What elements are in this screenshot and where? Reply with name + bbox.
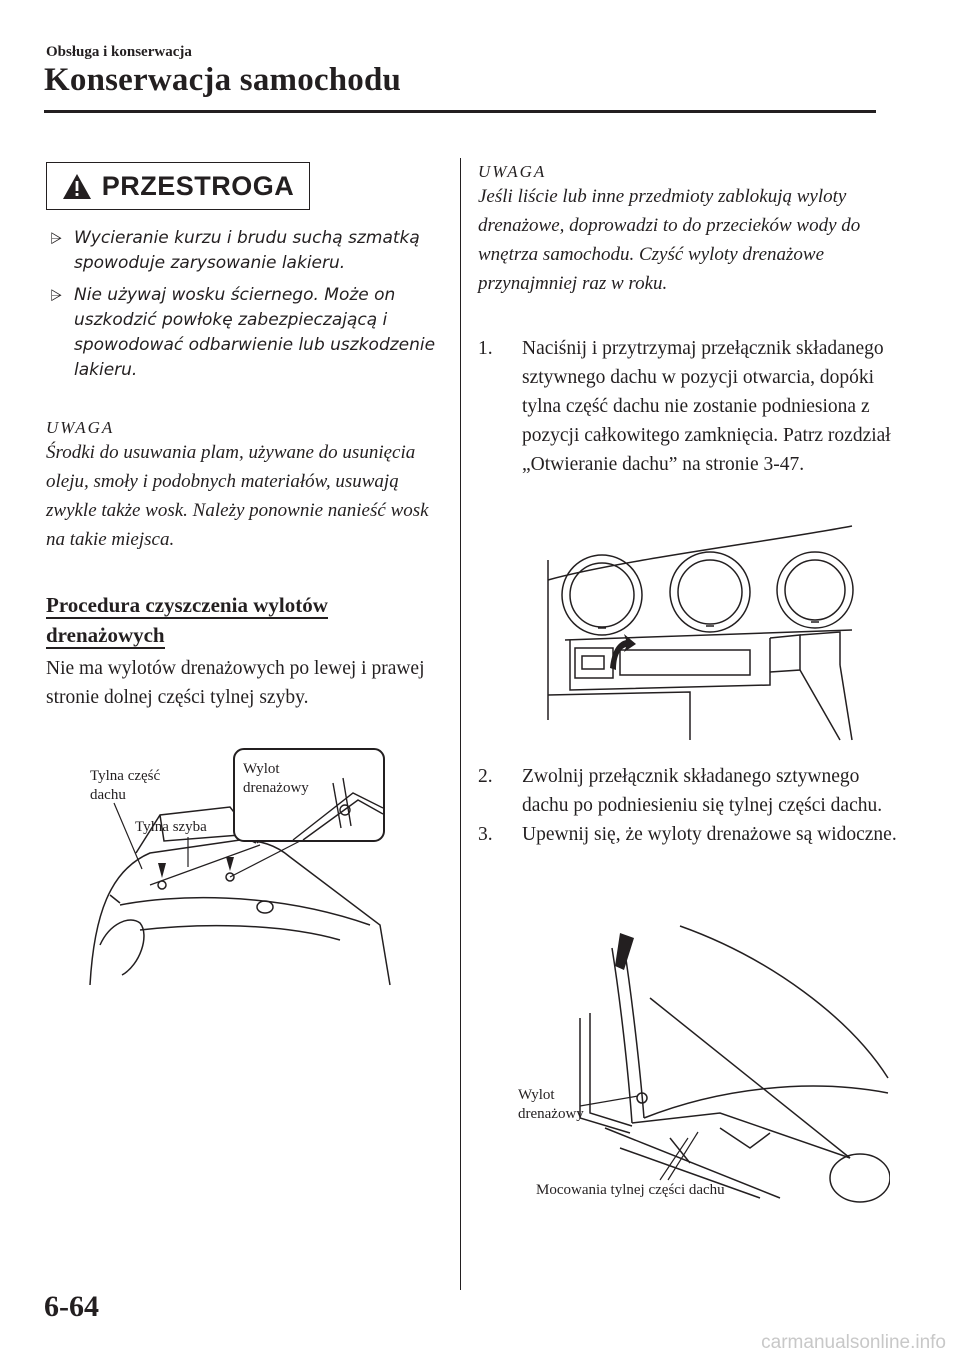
section-title [46, 590, 446, 650]
note-label: UWAGA [478, 162, 547, 181]
step-number: 1. [478, 338, 493, 359]
column-divider [460, 158, 461, 1290]
label-drain-outlet-1: Wylot drenażowy [243, 761, 309, 796]
step-item [478, 334, 898, 479]
note-text: Jeśli liście lub inne przedmioty zablokują wyloty drenażowe, doprowadzi to do przecieków wody do wnętrza samochodu. Czyść wyloty drenażowe przynajmniej raz w roku. [478, 186, 861, 294]
header-divider [44, 110, 876, 113]
caution-box [46, 162, 310, 210]
page-title: Konserwacja samochodu [44, 62, 402, 98]
arrow-bullet-icon: ⩥ [50, 286, 63, 304]
section-title-line1: Procedura czyszczenia wylotów [46, 593, 328, 617]
label-rear-window: Tylna szyba [135, 819, 207, 835]
dashboard-switch-illustration [540, 520, 860, 750]
section-body: Nie ma wylotów drenażowych po lewej i prawej stronie dolnej części tylnej szyby. [46, 658, 425, 708]
note-text: Środki do usuwania plam, używane do usunięcia oleju, smoły i podobnych materiałów, usuwają zwykle także wosk. Należy ponownie nanieść wosk na takie miejsca. [46, 442, 429, 550]
raised-roof-illustration [520, 918, 890, 1203]
step-text: Zwolnij przełącznik składanego sztywnego dachu po podniesieniu się tylnej części dachu. [522, 766, 883, 816]
step-number: 2. [478, 766, 493, 787]
note-block-left [46, 418, 446, 554]
label-rear-roof: Tylna część dachu [90, 768, 161, 803]
step-number: 3. [478, 824, 493, 845]
step-item [478, 820, 898, 849]
page-number: 6-64 [44, 1290, 99, 1323]
caution-item [46, 226, 446, 276]
caution-item-text: Wycieranie kurzu i brudu suchą szmatką spowoduje zarysowanie lakieru. [74, 228, 420, 273]
step-text: Naciśnij i przytrzymaj przełącznik składanego sztywnego dachu w pozycji otwarcia, dopóki tylna część dachu nie zostanie podniesiona z pozycji całkowitego zamknięcia. Patrz rozdział „Otwieranie dachu” na stronie 3-47. [522, 338, 891, 475]
watermark: carmanualsonline.info [761, 1332, 946, 1353]
steps-list-2 [478, 762, 898, 849]
step-item [478, 762, 898, 820]
section-header: Obsługa i konserwacja [46, 44, 192, 60]
warning-icon [62, 173, 92, 200]
caution-title: PRZESTROGA [101, 170, 295, 201]
steps-list-1 [478, 334, 898, 479]
caution-item-text: Nie używaj wosku ściernego. Może on uszkodzić powłokę zabezpieczającą i spowodować odbarwienie lub uszkodzenie lakieru. [74, 285, 436, 380]
arrow-bullet-icon: ⩥ [50, 229, 63, 247]
note-block-right [478, 162, 898, 298]
caution-list [46, 226, 446, 390]
caution-item [46, 283, 446, 383]
label-roof-mounts: Mocowania tylnej części dachu [536, 1182, 725, 1198]
note-label: UWAGA [46, 418, 115, 437]
step-text: Upewnij się, że wyloty drenażowe są widoczne. [522, 824, 897, 845]
label-drain-outlet-2: Wylot drenażowy [518, 1087, 584, 1122]
section-title-line2: drenażowych [46, 623, 165, 647]
